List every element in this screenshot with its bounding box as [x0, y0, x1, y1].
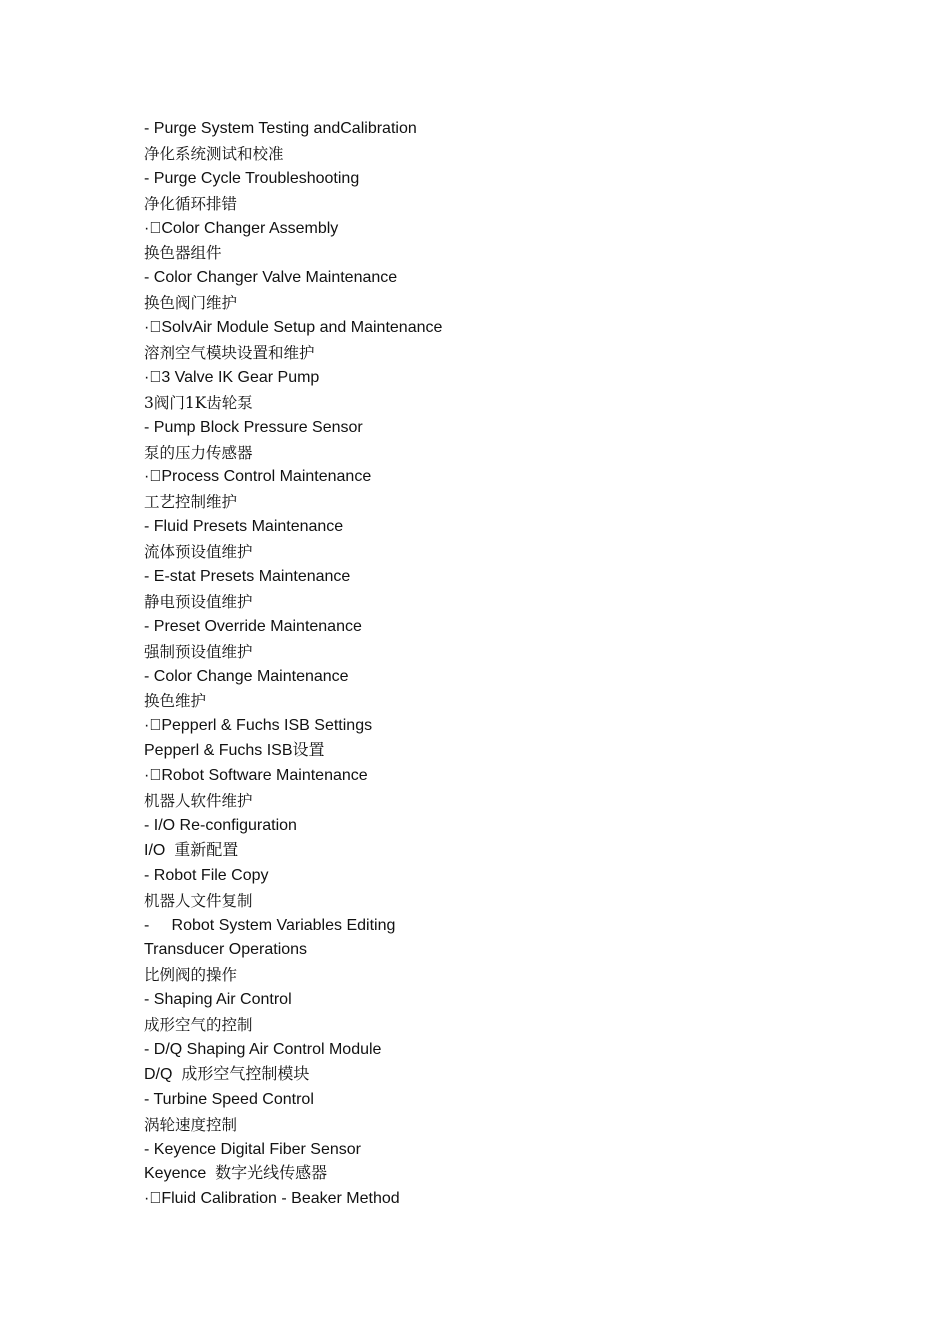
text-line: - Fluid Presets Maintenance — [144, 518, 344, 536]
text-line: · Robot Software Maintenance — [144, 767, 361, 785]
text-line: · 3 Valve IK Gear Pump — [144, 368, 312, 386]
text-line: 溶剂空气模块设置和维护 — [144, 344, 315, 363]
text-line: 净化系统测试和校准 — [144, 144, 284, 163]
text-line: 流体预设值维护 — [144, 543, 253, 562]
text-line: 比例阀的操作 — [144, 966, 238, 985]
text-line: - Pump Block Pressure Sensor — [144, 418, 363, 436]
text-line: 机器人文件复制 — [144, 891, 253, 910]
text-line: 工艺控制维护 — [144, 493, 238, 512]
text-line: - I/O Re-configuration — [144, 816, 297, 834]
text-line: · Pepperl & Fuchs ISB Settings — [144, 717, 365, 735]
text-line: · Color Changer Assembly — [144, 219, 331, 237]
text-line: - Shaping Air Control — [144, 991, 292, 1009]
text-line: 强制预设值维护 — [144, 642, 253, 661]
text-line: Pepperl & Fuchs ISB设置 — [144, 742, 325, 760]
text-line: - Purge System Testing andCalibration — [144, 120, 417, 137]
text-line: 涡轮速度控制 — [144, 1115, 238, 1134]
text-line: Keyence 数字光线传感器 — [144, 1165, 328, 1183]
document-page — [144, 117, 844, 1212]
text-line: 3阀门1K齿轮泵 — [144, 393, 253, 412]
text-line: - E-stat Presets Maintenance — [144, 568, 351, 586]
text-line: - Purge Cycle Troubleshooting — [144, 169, 360, 187]
text-line: · Process Control Maintenance — [144, 468, 364, 486]
text-line: 换色器组件 — [144, 244, 222, 263]
text-line: Transducer Operations — [144, 941, 308, 959]
text-line: 机器人软件维护 — [144, 792, 253, 811]
text-line: D/Q 成形空气控制模块 — [144, 1065, 310, 1083]
text-line: 静电预设值维护 — [144, 592, 253, 611]
text-line: · Fluid Calibration - Beaker Method — [144, 1190, 393, 1208]
text-line: 成形空气的控制 — [144, 1016, 253, 1035]
text-line: 换色阀门维护 — [144, 294, 238, 313]
text-line: - Robot File Copy — [144, 866, 269, 884]
text-line: 泵的压力传感器 — [144, 443, 253, 462]
text-line: I/O 重新配置 — [144, 841, 239, 859]
text-line: - Robot System Variables Editing — [144, 916, 396, 934]
text-line: - Preset Override Maintenance — [144, 617, 362, 635]
text-line: 净化循环排错 — [144, 194, 238, 213]
text-line: 换色维护 — [144, 692, 207, 711]
text-line: · SolvAir Module Setup and Maintenance — [144, 319, 435, 337]
text-line: - Color Changer Valve Maintenance — [144, 269, 398, 287]
text-line: - Color Change Maintenance — [144, 667, 349, 685]
text-line: - D/Q Shaping Air Control Module — [144, 1040, 382, 1058]
text-line: - Keyence Digital Fiber Sensor — [144, 1140, 361, 1158]
text-line: - Turbine Speed Control — [144, 1090, 314, 1108]
